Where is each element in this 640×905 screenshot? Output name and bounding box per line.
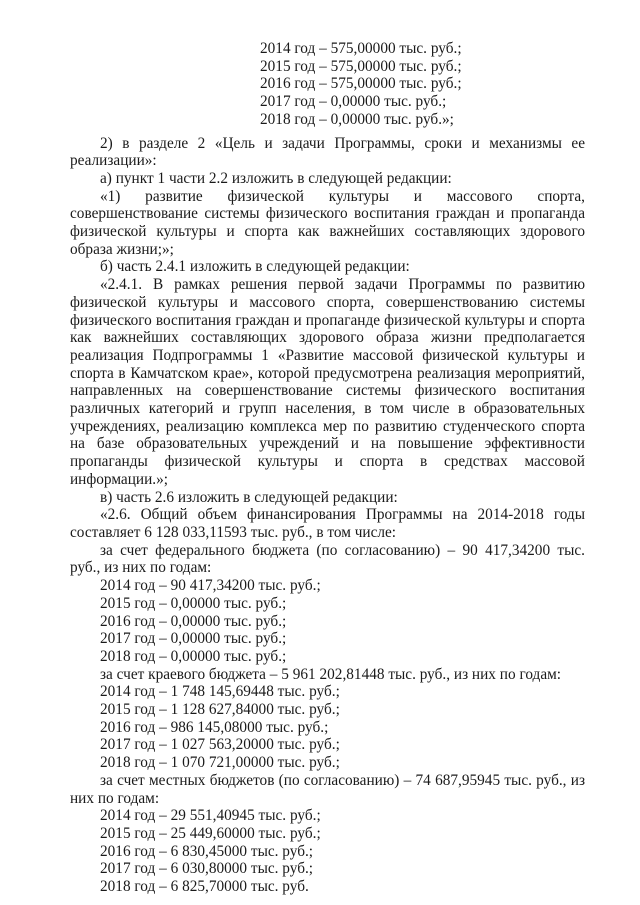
paragraph: б) часть 2.4.1 изложить в следующей редакции: xyxy=(100,258,410,276)
paragraph: а) пункт 1 части 2.2 изложить в следующей редакции: xyxy=(100,169,452,187)
text-line: 2014 год – 575,00000 тыс. руб.; xyxy=(260,40,462,57)
paragraph: «2.6. Общий объем финансирования Программы на 2014-2018 годы составляет 6 128 033,11593 тыс. руб., в том числе: xyxy=(70,506,585,541)
text-line: 2015 год – 25 449,60000 тыс. руб.; xyxy=(100,824,321,842)
text-line: 2018 год – 0,00000 тыс. руб.»; xyxy=(260,110,454,128)
text-line: 2018 год – 1 070 721,00000 тыс. руб.; xyxy=(100,754,340,772)
text-line: 2018 год – 0,00000 тыс. руб.; xyxy=(100,647,287,665)
paragraph: за счет местных бюджетов (по согласованию) – 74 687,95945 тыс. руб., из них по годам: xyxy=(70,771,585,807)
paragraph: 2) в разделе 2 «Цель и задачи Программы, сроки и механизмы ее реализации»: xyxy=(70,134,585,170)
document-body xyxy=(70,40,585,896)
text-line: 2017 год – 0,00000 тыс. руб.; xyxy=(260,93,447,111)
paragraph: «1) развитие физической культуры и массового спорта, совершенствование системы физического воспитания граждан и пропаганда физической культуры и спорта как важнейших составляющих здорового образа жизни;»; xyxy=(70,187,585,258)
text-line: 2017 год – 0,00000 тыс. руб.; xyxy=(100,630,287,648)
text-line: 2017 год – 6 030,80000 тыс. руб.; xyxy=(100,860,314,878)
text-line: 2014 год – 90 417,34200 тыс. руб.; xyxy=(100,577,321,595)
text-line: 2016 год – 575,00000 тыс. руб.; xyxy=(260,75,462,93)
text-line: 2014 год – 29 551,40945 тыс. руб.; xyxy=(100,807,321,825)
text-line: 2016 год – 986 145,08000 тыс. руб.; xyxy=(100,718,329,736)
text-line: 2014 год – 1 748 145,69448 тыс. руб.; xyxy=(100,683,340,701)
text-line: 2017 год – 1 027 563,20000 тыс. руб.; xyxy=(100,736,340,754)
paragraph: в) часть 2.6 изложить в следующей редакции: xyxy=(100,488,398,506)
text-line: 2016 год – 0,00000 тыс. руб.; xyxy=(100,612,287,630)
paragraph: «2.4.1. В рамках решения первой задачи Программы по развитию физической культуры и массового спорта, совершенствованию системы физического воспитания граждан и пропаганде физической культуры и спорта как важнейших составляющих здорового образа жизни предполагается реализация Подпрограммы 1 «Развитие массовой физической культуры и спорта в Камчатском крае», которой предусмотрена реализация мероприятий, направленных на совершенствование системы физического воспитания различных категорий и групп населения, в том числе в образовательных учреждениях, реализацию комплекса мер по развитию студенческого спорта на базе образовательных учреждений и на повышение эффективности пропаганды физической культуры и спорта в средствах массовой информации.»; xyxy=(70,276,585,488)
paragraph: за счет федерального бюджета (по согласованию) – 90 417,34200 тыс. руб., из них по годам: xyxy=(70,541,585,577)
text-line: 2016 год – 6 830,45000 тыс. руб.; xyxy=(100,842,314,860)
text-line: 2018 год – 6 825,70000 тыс. руб. xyxy=(100,878,309,896)
text-line: 2015 год – 1 128 627,84000 тыс. руб.; xyxy=(100,701,340,719)
text-line: за счет краевого бюджета – 5 961 202,81448 тыс. руб., из них по годам: xyxy=(100,665,562,683)
text-line: 2015 год – 575,00000 тыс. руб.; xyxy=(260,57,462,75)
text-line: 2015 год – 0,00000 тыс. руб.; xyxy=(100,594,287,612)
